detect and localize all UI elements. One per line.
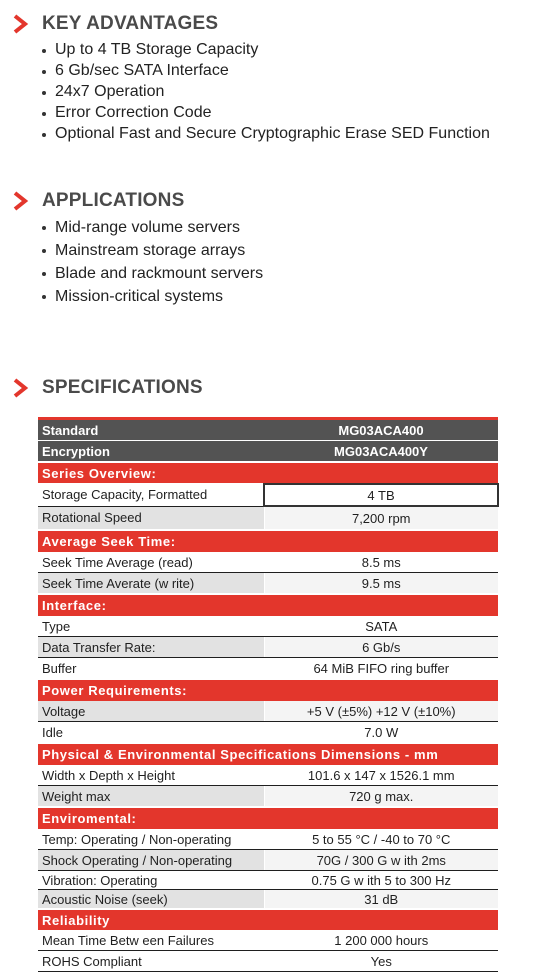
- table-row: [38, 850, 498, 871]
- specifications-table: [38, 417, 499, 972]
- table-row-encryption: [38, 441, 498, 463]
- row-label: Shock Operating / Non-operating: [38, 850, 264, 871]
- group-title: Power Requirements:: [38, 679, 498, 701]
- row-value: SATA: [264, 616, 498, 637]
- list-item: Mission-critical systems: [40, 285, 263, 308]
- row-label: ROHS Compliant: [38, 951, 264, 972]
- list-item: 24x7 Operation: [40, 81, 490, 102]
- row-label: Storage Capacity, Formatted: [38, 484, 264, 506]
- group-title: Reliability: [38, 909, 498, 930]
- row-label: Encryption: [38, 441, 264, 463]
- row-value: 720 g max.: [264, 786, 498, 808]
- specifications-heading: [12, 376, 203, 400]
- table-row: [38, 701, 498, 722]
- row-value: 5 to 55 °C / -40 to 70 °C: [264, 829, 498, 850]
- row-value: 7.0 W: [264, 722, 498, 744]
- row-value: Yes: [264, 951, 498, 972]
- row-label: Mean Time Betw een Failures: [38, 930, 264, 951]
- row-label: Buffer: [38, 658, 264, 680]
- row-value: 64 MiB FIFO ring buffer: [264, 658, 498, 680]
- list-item: Blade and rackmount servers: [40, 262, 263, 285]
- group-header-physical-environmental: [38, 743, 498, 765]
- row-value: 101.6 x 147 x 1526.1 mm: [264, 765, 498, 786]
- table-row: [38, 786, 498, 808]
- group-title: Enviromental:: [38, 807, 498, 829]
- row-value: 7,200 rpm: [264, 506, 498, 530]
- table-row: [38, 552, 498, 573]
- row-value: 8.5 ms: [264, 552, 498, 573]
- row-label: Weight max: [38, 786, 264, 808]
- row-label: Voltage: [38, 701, 264, 722]
- group-title: Average Seek Time:: [38, 530, 498, 552]
- row-value: 70G / 300 G w ith 2ms: [264, 850, 498, 871]
- table-row: [38, 658, 498, 680]
- row-value: 31 dB: [264, 890, 498, 910]
- table-row: [38, 951, 498, 972]
- table-row: [38, 637, 498, 658]
- chevron-right-icon: [12, 13, 30, 35]
- row-label: Rotational Speed: [38, 506, 264, 530]
- applications-list: [40, 216, 263, 308]
- row-value: 0.75 G w ith 5 to 300 Hz: [264, 871, 498, 890]
- table-row-standard: [38, 419, 498, 441]
- table-row: [38, 484, 498, 506]
- table-row: [38, 722, 498, 744]
- row-label: Vibration: Operating: [38, 871, 264, 890]
- list-item: 6 Gb/sec SATA Interface: [40, 60, 490, 81]
- row-label: Seek Time Average (read): [38, 552, 264, 573]
- table-row: [38, 829, 498, 850]
- group-header-reliability: [38, 909, 498, 930]
- row-value: +5 V (±5%) +12 V (±10%): [264, 701, 498, 722]
- table-row: [38, 765, 498, 786]
- row-value: 6 Gb/s: [264, 637, 498, 658]
- group-title: Physical & Environmental Specifications Dimensions - mm: [38, 743, 498, 765]
- list-item: Mid-range volume servers: [40, 216, 263, 239]
- applications-heading: [12, 189, 184, 213]
- list-item: Mainstream storage arrays: [40, 239, 263, 262]
- table-row: [38, 930, 498, 951]
- group-header-enviromental: [38, 807, 498, 829]
- key-advantages-heading: [12, 12, 218, 36]
- row-label: Type: [38, 616, 264, 637]
- table-row: [38, 890, 498, 910]
- advantages-list: [40, 39, 490, 144]
- section-title: APPLICATIONS: [42, 190, 185, 211]
- table-row: [38, 506, 498, 530]
- row-value: 1 200 000 hours: [264, 930, 498, 951]
- chevron-right-icon: [12, 190, 30, 212]
- row-label: Temp: Operating / Non-operating: [38, 829, 264, 850]
- group-title: Interface:: [38, 594, 498, 616]
- group-title: Series Overview:: [38, 462, 498, 484]
- row-value: 9.5 ms: [264, 573, 498, 595]
- table-row: [38, 616, 498, 637]
- group-header-average-seek-time: [38, 530, 498, 552]
- list-item: Optional Fast and Secure Cryptographic Erase SED Function: [40, 123, 490, 144]
- row-label: Data Transfer Rate:: [38, 637, 264, 658]
- row-value: 4 TB: [264, 484, 498, 506]
- group-header-interface: [38, 594, 498, 616]
- list-item: Up to 4 TB Storage Capacity: [40, 39, 490, 60]
- row-label: Idle: [38, 722, 264, 744]
- list-item: Error Correction Code: [40, 102, 490, 123]
- section-title: SPECIFICATIONS: [42, 377, 203, 398]
- row-label: Standard: [38, 419, 264, 441]
- table-row: [38, 573, 498, 595]
- row-label: Acoustic Noise (seek): [38, 890, 264, 910]
- chevron-right-icon: [12, 377, 30, 399]
- row-label: Width x Depth x Height: [38, 765, 264, 786]
- table-row: [38, 871, 498, 890]
- group-header-power-requirements: [38, 679, 498, 701]
- row-label: Seek Time Averate (w rite): [38, 573, 264, 595]
- row-value: MG03ACA400Y: [264, 441, 498, 463]
- section-title: KEY ADVANTAGES: [42, 13, 219, 34]
- row-value: MG03ACA400: [264, 419, 498, 441]
- group-header-series-overview: [38, 462, 498, 484]
